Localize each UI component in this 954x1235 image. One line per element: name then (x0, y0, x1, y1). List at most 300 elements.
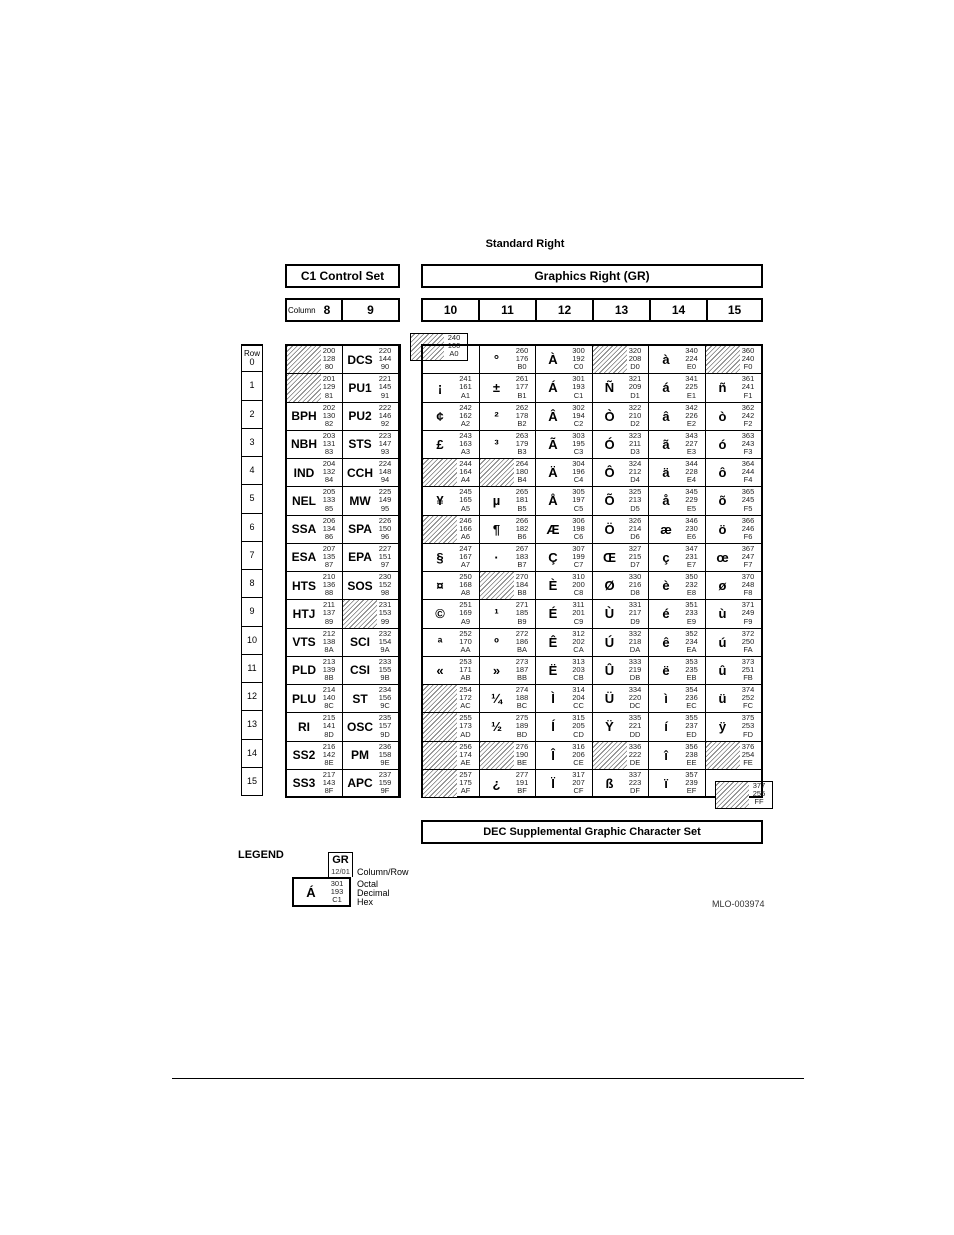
row-label-1 (241, 372, 263, 400)
legend-codes: 301 193 C1 (330, 879, 344, 905)
char-cell (343, 713, 399, 741)
char-cell (343, 516, 399, 544)
char-cell (343, 600, 399, 628)
legend-gr: GR (328, 852, 353, 867)
char-cell (536, 544, 593, 572)
char-glyph: ¢ (436, 408, 444, 424)
char-glyph: SPA (348, 522, 372, 537)
char-cell (649, 431, 706, 459)
char-cell (536, 431, 593, 459)
cell-codes: 264 180 B4 (515, 459, 529, 485)
cell-codes: 301 193 C1 (572, 374, 585, 400)
char-cell (480, 544, 537, 572)
char-glyph: © (435, 606, 445, 622)
char-cell (287, 374, 343, 402)
char-glyph: Ñ (604, 380, 615, 396)
char-cell (287, 685, 343, 713)
char-cell (706, 544, 763, 572)
cell-codes: 211 137 89 (322, 600, 336, 626)
legend-hex-label: Hex (357, 897, 374, 907)
char-glyph: æ (660, 521, 672, 537)
char-cell (706, 629, 763, 657)
cell-codes: 376 254 FE (741, 741, 755, 767)
char-glyph: ¿ (492, 775, 501, 791)
cell-codes: 213 139 8B (322, 656, 336, 683)
char-glyph: ø (718, 578, 727, 594)
char-cell (649, 685, 706, 713)
cell-codes: 206 134 86 (322, 515, 336, 541)
cell-codes: 256 174 AE (459, 741, 472, 767)
cell-codes: 276 190 BE (515, 741, 529, 767)
char-glyph: ç (662, 549, 670, 565)
hatch-pattern (480, 742, 514, 769)
c1-header: C1 Control Set (285, 264, 400, 288)
hatch-pattern (480, 459, 514, 486)
char-cell (593, 544, 650, 572)
char-glyph: PLU (292, 691, 316, 706)
cell-codes: 352 234 EA (685, 628, 698, 654)
char-glyph: ä (662, 465, 670, 481)
legend-decimal-label: Decimal (357, 888, 390, 898)
char-glyph: VTS (292, 635, 316, 650)
char-glyph: Ò (604, 408, 615, 424)
cell-codes: 235 157 9D (378, 713, 392, 739)
char-cell (423, 770, 480, 798)
cell-codes: 313 203 CB (572, 656, 585, 683)
cell-codes: 233 155 9B (378, 656, 392, 683)
char-glyph: Ø (604, 578, 615, 594)
extra-cell-ff (715, 781, 773, 809)
charset-caption: DEC Supplemental Graphic Character Set (421, 820, 763, 844)
char-cell (536, 487, 593, 515)
cell-codes: 300 192 C0 (572, 346, 585, 372)
char-cell (706, 459, 763, 487)
char-cell (593, 770, 650, 798)
char-glyph: ï (664, 775, 668, 791)
hatch-pattern (716, 782, 749, 808)
char-glyph: SS3 (292, 776, 316, 791)
char-cell (480, 629, 537, 657)
char-cell (480, 431, 537, 459)
hatch-pattern (287, 374, 321, 401)
cell-codes: 220 144 90 (378, 346, 392, 372)
char-cell (480, 600, 537, 628)
char-cell (593, 629, 650, 657)
hatch-pattern (287, 346, 321, 373)
cell-codes: 270 184 B8 (515, 572, 529, 598)
cell-codes: 367 247 F7 (741, 543, 755, 570)
column-header-10: 10 (421, 298, 480, 322)
hatch-pattern (423, 742, 457, 769)
char-cell (536, 657, 593, 685)
row-label-14 (241, 740, 263, 768)
char-cell (536, 346, 593, 374)
char-cell (480, 713, 537, 741)
char-cell (287, 431, 343, 459)
char-glyph: ü (718, 691, 727, 707)
cell-codes: 232 154 9A (378, 628, 392, 654)
char-cell (287, 572, 343, 600)
cell-codes: 222 146 92 (378, 402, 392, 428)
char-cell (649, 770, 706, 798)
char-cell (593, 431, 650, 459)
char-glyph: á (662, 380, 670, 396)
char-glyph: Ú (604, 634, 615, 650)
char-glyph: Å (548, 493, 558, 509)
char-glyph: ST (352, 691, 368, 706)
char-cell (287, 657, 343, 685)
char-cell (423, 487, 480, 515)
hatch-pattern (593, 346, 627, 373)
row-label-8 (241, 570, 263, 598)
column-header-13: 13 (592, 298, 651, 322)
char-cell (536, 516, 593, 544)
row-label-5 (241, 485, 263, 513)
char-cell (287, 346, 343, 374)
gr-table (421, 344, 763, 798)
cell-codes: 331 217 D9 (628, 600, 642, 626)
char-cell (343, 770, 399, 798)
char-glyph: à (662, 352, 670, 368)
char-cell (480, 459, 537, 487)
page-footer-rule (172, 1078, 804, 1079)
cell-codes: 344 228 E4 (685, 459, 698, 485)
char-cell (649, 544, 706, 572)
char-glyph: ¼ (491, 691, 502, 707)
char-cell (536, 459, 593, 487)
cell-codes: 212 138 8A (322, 628, 336, 654)
row-number: 9 (249, 606, 255, 617)
char-cell (423, 431, 480, 459)
char-cell (706, 713, 763, 741)
char-glyph: SS2 (292, 748, 316, 763)
legend-title: LEGEND (238, 849, 284, 861)
char-glyph: NBH (291, 437, 317, 452)
char-cell (480, 572, 537, 600)
char-cell (593, 657, 650, 685)
char-cell (287, 713, 343, 741)
cell-codes: 215 141 8D (322, 713, 336, 739)
char-cell (423, 516, 480, 544)
cell-codes: 204 132 84 (322, 459, 336, 485)
char-glyph: é (662, 606, 670, 622)
cell-codes: 242 162 A2 (459, 402, 472, 428)
char-glyph: APC (347, 776, 373, 791)
char-glyph: SCI (349, 635, 370, 650)
char-cell (649, 713, 706, 741)
cell-codes: 266 182 B6 (515, 515, 529, 541)
cell-codes: 326 214 D6 (628, 515, 642, 541)
cell-codes: 364 244 F4 (741, 459, 755, 485)
char-glyph: » (492, 662, 501, 678)
char-glyph: ß (605, 775, 614, 791)
cell-codes: 346 230 E6 (685, 515, 698, 541)
char-cell (649, 487, 706, 515)
row-number: 14 (246, 747, 257, 758)
char-cell (536, 374, 593, 402)
legend-cell (292, 877, 351, 907)
cell-codes: 332 218 DA (628, 628, 642, 654)
char-glyph: Ì (551, 691, 555, 707)
cell-codes: 216 142 8E (322, 741, 336, 767)
cell-codes: 304 196 C4 (572, 459, 585, 485)
char-glyph: Ï (551, 775, 555, 791)
char-cell (287, 742, 343, 770)
char-cell (649, 657, 706, 685)
row-number: 8 (249, 578, 255, 589)
char-cell (536, 742, 593, 770)
column-number: 8 (323, 303, 331, 317)
char-cell (706, 346, 763, 374)
cell-codes: 354 236 EC (685, 685, 698, 711)
char-glyph: ESA (291, 550, 317, 565)
cell-codes: 231 153 99 (378, 600, 392, 626)
char-glyph: « (436, 662, 444, 678)
char-glyph: ñ (718, 380, 727, 396)
char-glyph: Ö (604, 521, 615, 537)
char-cell (480, 657, 537, 685)
cell-codes: 254 172 AC (459, 685, 472, 711)
cell-codes: 247 167 A7 (459, 543, 472, 570)
cell-codes: 343 227 E3 (685, 430, 698, 457)
char-cell (343, 346, 399, 374)
row-label-10 (241, 627, 263, 655)
char-cell (649, 516, 706, 544)
cell-codes: 221 145 91 (378, 374, 392, 400)
char-cell (649, 403, 706, 431)
char-cell (649, 629, 706, 657)
char-cell (287, 770, 343, 798)
row-number: 2 (249, 408, 255, 419)
cell-codes: 224 148 94 (378, 459, 392, 485)
char-cell (649, 600, 706, 628)
char-cell (423, 403, 480, 431)
char-glyph: ì (664, 691, 668, 707)
char-glyph: ê (662, 634, 670, 650)
cell-codes: 214 140 8C (322, 685, 336, 711)
char-glyph: ¥ (436, 493, 444, 509)
column-header-14: 14 (649, 298, 708, 322)
char-cell (706, 685, 763, 713)
legend-octal-label: Octal (357, 879, 379, 889)
cell-codes: 253 171 AB (459, 656, 472, 683)
char-glyph: CSI (349, 663, 370, 678)
cell-codes: 366 246 F6 (741, 515, 755, 541)
char-cell (287, 544, 343, 572)
char-cell (287, 516, 343, 544)
cell-codes: 210 136 88 (322, 572, 336, 598)
char-cell (423, 713, 480, 741)
char-cell (287, 487, 343, 515)
char-cell (423, 600, 480, 628)
char-cell (706, 516, 763, 544)
row-label-12 (241, 683, 263, 711)
char-glyph: £ (436, 436, 444, 452)
row-number: 13 (246, 719, 257, 730)
char-cell (480, 374, 537, 402)
figure-id: MLO-003974 (712, 899, 765, 909)
char-cell (706, 431, 763, 459)
cell-codes: 305 197 C5 (572, 487, 585, 513)
hatch-pattern (706, 346, 740, 373)
cell-codes: 350 232 E8 (685, 572, 698, 598)
cell-codes: 225 149 95 (378, 487, 392, 513)
char-glyph: CCH (347, 465, 373, 480)
column-header-12: 12 (535, 298, 594, 322)
char-cell (649, 346, 706, 374)
char-cell (649, 742, 706, 770)
char-cell (423, 346, 480, 374)
cell-codes: 363 243 F3 (741, 430, 755, 457)
char-glyph: ù (718, 606, 727, 622)
char-glyph: ° (493, 352, 500, 368)
cell-codes: 243 163 A3 (459, 430, 472, 457)
page-title: Standard Right (485, 238, 565, 250)
char-glyph: ª (437, 634, 443, 650)
hatch-pattern (706, 742, 740, 769)
char-glyph: û (718, 662, 727, 678)
char-cell (480, 487, 537, 515)
hatch-pattern (480, 572, 514, 599)
char-cell (593, 685, 650, 713)
row-label-title: Row (243, 349, 260, 359)
cell-codes: 303 195 C3 (572, 430, 585, 457)
char-glyph: DCS (347, 352, 373, 367)
char-glyph: SSA (291, 522, 317, 537)
char-glyph: ã (662, 436, 670, 452)
char-cell (593, 600, 650, 628)
cell-codes: 340 224 E0 (685, 346, 698, 372)
char-glyph: ó (718, 436, 727, 452)
char-glyph: Ÿ (605, 719, 614, 735)
char-cell (343, 572, 399, 600)
char-cell (423, 374, 480, 402)
cell-codes: 255 173 AD (459, 713, 472, 739)
cell-codes: 330 216 D8 (628, 572, 642, 598)
char-glyph: ò (718, 408, 727, 424)
char-glyph: ö (718, 521, 727, 537)
char-cell (287, 600, 343, 628)
cell-codes: 316 206 CE (572, 741, 585, 767)
cell-codes: 322 210 D2 (628, 402, 642, 428)
cell-codes: 277 191 BF (515, 769, 529, 796)
cell-codes: 375 253 FD (741, 713, 755, 739)
cell-codes: 347 231 E7 (685, 543, 698, 570)
char-glyph: â (662, 408, 670, 424)
cell-codes: 345 229 E5 (685, 487, 698, 513)
cell-codes: 333 219 DB (628, 656, 642, 683)
char-cell (287, 459, 343, 487)
char-cell (480, 403, 537, 431)
cell-codes: 356 238 EE (685, 741, 698, 767)
column-header-8 (285, 298, 343, 322)
hatch-pattern (423, 713, 457, 740)
char-glyph: ³ (494, 436, 499, 452)
row-number: 11 (247, 662, 257, 673)
cell-codes: 244 164 A4 (459, 459, 472, 485)
char-cell (423, 544, 480, 572)
char-glyph: ë (662, 662, 670, 678)
char-cell (480, 770, 537, 798)
char-cell (423, 685, 480, 713)
hatch-pattern (423, 516, 457, 543)
char-glyph: Ü (604, 691, 615, 707)
legend-glyph: Á (306, 884, 316, 900)
legend-colrow-label: Column/Row (357, 867, 409, 877)
char-glyph: Ã (548, 436, 558, 452)
cell-codes: 273 187 BB (515, 656, 529, 683)
cell-codes: 321 209 D1 (628, 374, 642, 400)
cell-codes: 314 204 CC (572, 685, 585, 711)
char-glyph: Í (551, 719, 555, 735)
cell-codes: 307 199 C7 (572, 543, 585, 570)
cell-codes: 373 251 FB (741, 656, 755, 683)
cell-codes: 265 181 B5 (515, 487, 529, 513)
char-cell (593, 742, 650, 770)
hatch-pattern (423, 770, 457, 797)
cell-codes: 342 226 E2 (685, 402, 698, 428)
row-number: 3 (249, 436, 255, 447)
cell-codes: 223 147 93 (378, 430, 392, 457)
column-header-15: 15 (706, 298, 763, 322)
char-cell (706, 487, 763, 515)
char-glyph: Ù (604, 606, 615, 622)
cell-codes: 317 207 CF (572, 769, 585, 796)
cell-codes: 361 241 F1 (741, 374, 755, 400)
char-cell (480, 742, 537, 770)
cell-codes: 355 237 ED (685, 713, 698, 739)
char-glyph: ô (718, 465, 727, 481)
cell-codes: 302 194 C2 (572, 402, 585, 428)
char-glyph: PLD (292, 663, 316, 678)
cell-codes: 262 178 B2 (515, 402, 529, 428)
char-glyph: À (548, 352, 558, 368)
char-glyph: RI (298, 719, 310, 734)
row-label-9 (241, 598, 263, 626)
char-glyph: Ç (548, 549, 558, 565)
char-glyph: Ä (548, 465, 558, 481)
char-cell (706, 657, 763, 685)
cell-codes: 337 223 DF (628, 769, 642, 796)
cell-codes: 312 202 CA (572, 628, 585, 654)
char-glyph: HTJ (292, 606, 316, 621)
cell-codes: 362 242 F2 (741, 402, 755, 428)
char-glyph: MW (349, 493, 371, 508)
char-cell (480, 685, 537, 713)
cell-codes: 377 255 FF (752, 781, 766, 807)
char-glyph: PU1 (348, 380, 372, 395)
row-number: 5 (249, 493, 255, 504)
cell-codes: 252 170 AA (459, 628, 472, 654)
char-cell (536, 629, 593, 657)
char-glyph: · (494, 549, 499, 565)
cell-codes: 246 166 A6 (459, 515, 472, 541)
char-cell (593, 516, 650, 544)
cell-codes: 334 220 DC (628, 685, 642, 711)
cell-codes: 205 133 85 (322, 487, 336, 513)
cell-codes: 372 250 FA (741, 628, 755, 654)
char-cell (536, 770, 593, 798)
char-cell (343, 657, 399, 685)
gr-header: Graphics Right (GR) (421, 264, 763, 288)
cell-codes: 323 211 D3 (628, 430, 642, 457)
char-cell (343, 629, 399, 657)
row-label-4 (241, 457, 263, 485)
char-glyph: NEL (292, 493, 316, 508)
char-glyph: Õ (604, 493, 615, 509)
char-cell (593, 713, 650, 741)
cell-codes: 201 129 81 (322, 374, 336, 400)
